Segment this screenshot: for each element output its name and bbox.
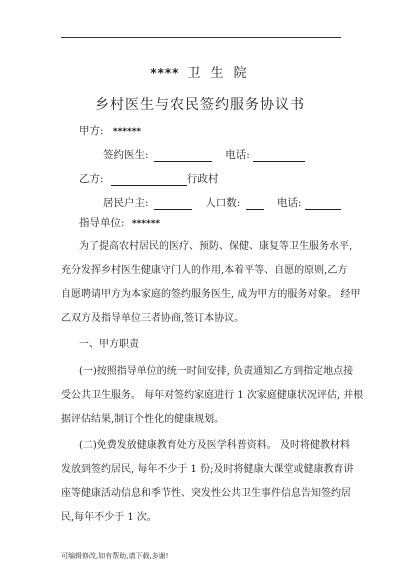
intro-line-2: 充分发挥乡村医生健康守门人的作用,本着平等、自愿的原则,乙方	[61, 265, 348, 276]
resident-label: 居民户主:	[103, 197, 149, 209]
village-suffix: 行政村	[186, 173, 219, 185]
doctor-phone-label: 电话:	[225, 149, 250, 161]
party-a-label: 甲方:	[79, 125, 104, 137]
guide-label: 指导单位:	[79, 217, 125, 229]
party-b-label: 乙方:	[79, 173, 104, 185]
hospital-name-mask: ****	[150, 66, 180, 80]
intro-line-4: 乙双方及指导单位三者协商,签订本协议。	[61, 313, 245, 324]
party-b-row	[79, 171, 218, 186]
item2-line-2: 发放到签约居民, 每年不少于 1 份;及时将健康大课堂或健康教育讲	[61, 464, 354, 475]
party-a-value: ******	[112, 127, 142, 137]
resident-name-blank[interactable]	[154, 197, 192, 210]
resident-phone-label: 电话:	[276, 197, 302, 209]
doctor-phone-blank[interactable]	[253, 149, 305, 162]
village-blank[interactable]	[111, 173, 187, 186]
population-label: 人口数:	[205, 197, 241, 209]
doctor-row	[103, 147, 305, 162]
hospital-heading	[0, 62, 400, 81]
item1-line-1: (一)按照指导单位的统一时间安排, 负责通知乙方到指定地点接	[79, 366, 354, 377]
party-a-row	[79, 123, 141, 138]
item2-line-1: (二)免费发放健康教育处方及医学科普资料。 及时将健教材料	[79, 440, 350, 451]
top-rule	[61, 37, 341, 38]
guide-value: ******	[131, 219, 161, 229]
hospital-type: 卫 生 院	[187, 66, 250, 81]
section-heading-party-a: 一、甲方职责	[79, 339, 139, 350]
doctor-label: 签约医生:	[103, 149, 149, 161]
footer-note: 可编辑修改,如有帮助,请下载,多谢!	[61, 552, 169, 560]
item1-line-3: 据评估结果,制订个性化的健康规划。	[61, 414, 225, 425]
resident-row	[103, 195, 341, 210]
item1-line-2: 受公共卫生服务。 每年对签约家庭进行 1 次家庭健康状况评估, 并根	[61, 390, 364, 401]
intro-line-3: 自愿聘请甲方为本家庭的签约服务医生, 成为甲方的服务对象。 经甲	[61, 289, 361, 300]
guide-row	[79, 215, 160, 230]
document-title: 乡村医生与农民签约服务协议书	[95, 97, 305, 113]
population-blank[interactable]	[246, 197, 264, 210]
doctor-name-blank[interactable]	[154, 149, 212, 162]
item2-line-4: 民,每年不少于 1 次。	[61, 512, 157, 523]
resident-phone-blank[interactable]	[305, 197, 341, 210]
item2-line-3: 座等健康活动信息和季节性、突发性公共卫生事件信息告知签约居	[61, 488, 351, 499]
intro-line-1: 为了提高农村居民的医疗、预防、保健、康复等卫生服务水平,	[79, 241, 353, 252]
